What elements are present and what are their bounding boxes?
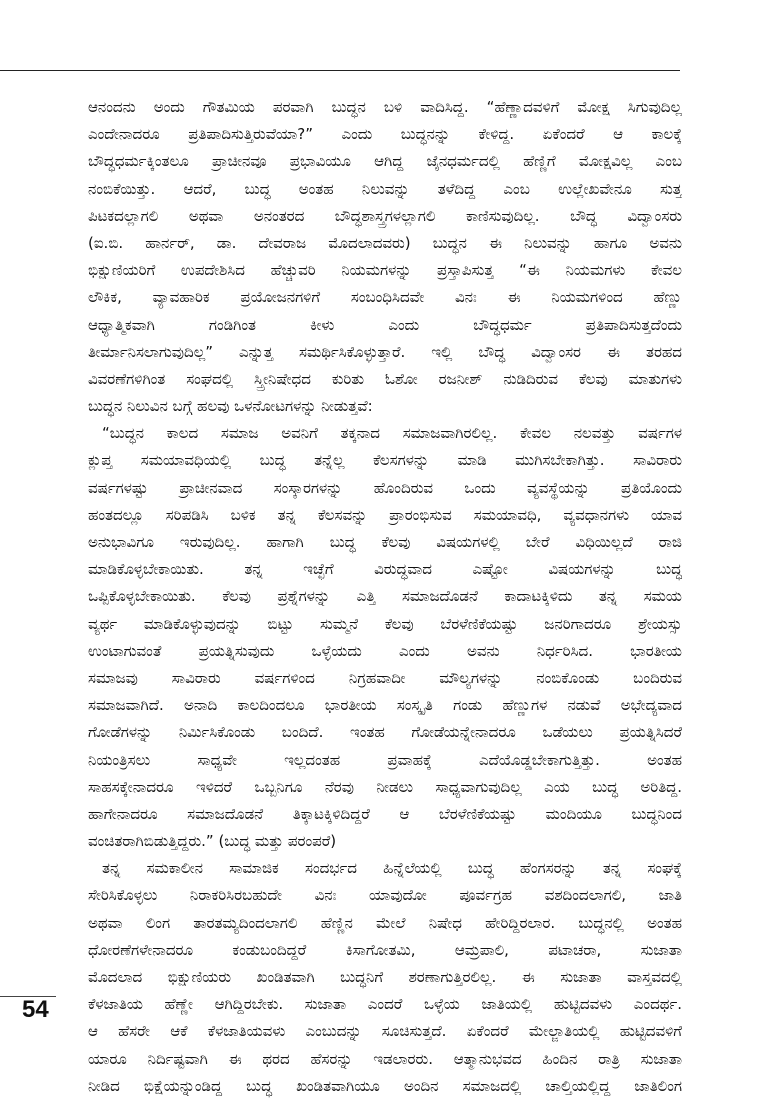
text-line: ತನ್ನ ಸಮಕಾಲೀನ ಸಾಮಾಜಿಕ ಸಂದರ್ಭದ ಹಿನ್ನೆಲೆಯಲ್ಲಿ ಬುದ್ಧ ಹೆಂಗಸರನ್ನು ತನ್ನ ಸಂಘಕ್ಕೆ (102, 859, 682, 878)
text-line: ವ್ಯರ್ಥ ಮಾಡಿಕೊಳ್ಳುವುದನ್ನು ಬಿಟ್ಟು ಸುಮ್ಮನೆ ಕೆಲವು ಬೆರಳೆಣಿಕೆಯಷ್ಟು ಜನರಿಗಾದರೂ ಶ್ರೇಯಸ್ಸು (88, 614, 682, 633)
text-line: ಮಾಡಿಕೊಳ್ಳಬೇಕಾಯಿತು. ತನ್ನ ಇಚ್ಛೆಗೆ ವಿರುದ್ಧವಾದ ಎಷ್ಟೋ ವಿಷಯಗಳನ್ನು ಬುದ್ಧ (88, 560, 682, 579)
text-line: ಭಿಕ್ಷುಣಿಯರಿಗೆ ಉಪದೇಶಿಸಿದ ಹೆಚ್ಚುವರಿ ನಿಯಮಗಳನ್ನು ಪ್ರಸ್ತಾಪಿಸುತ್ತ “ಈ ನಿಯಮಗಳು ಕೇವಲ (88, 261, 682, 280)
text-line: ಒಪ್ಪಿಕೊಳ್ಳಬೇಕಾಯಿತು. ಕೆಲವು ಪ್ರಶ್ನೆಗಳನ್ನು ಎತ್ತಿ ಸಮಾಜದೊಡನೆ ಕಾದಾಟಕ್ಕಿಳಿದು ತನ್ನ ಸಮಯ (88, 587, 682, 606)
text-line: ಸೇರಿಸಿಕೊಳ್ಳಲು ನಿರಾಕರಿಸಿರಬಹುದೇ ವಿನಃ ಯಾವುದೋ ಪೂರ್ವಗ್ರಹ ವಶದಿಂದಲಾಗಲಿ, ಜಾತಿ (88, 886, 682, 905)
text-line: ವಂಚಿತರಾಗಿಬಿಡುತ್ತಿದ್ದರು.” (ಬುದ್ಧ ಮತ್ತು ಪರಂಪರೆ) (88, 832, 337, 851)
text-line: ಗೋಡೆಗಳನ್ನು ನಿರ್ಮಿಸಿಕೊಂಡು ಬಂದಿದೆ. ಇಂತಹ ಗೋಡೆಯನ್ನೇನಾದರೂ ಒಡೆಯಲು ಪ್ರಯತ್ನಿಸಿದರೆ (88, 723, 682, 742)
text-line: ಮೊದಲಾದ ಭಿಕ್ಷುಣಿಯರು ಖಂಡಿತವಾಗಿ ಬುದ್ಧನಿಗೆ ಶರಣಾಗುತ್ತಿರಲಿಲ್ಲ. ಈ ಸುಜಾತಾ ವಾಸ್ತವದಲ್ಲಿ (88, 968, 682, 986)
text-line: ನಿಯಂತ್ರಿಸಲು ಸಾಧ್ಯವೇ ಇಲ್ಲದಂತಹ ಪ್ರವಾಹಕ್ಕೆ ಎದೆಯೊಡ್ಡಬೇಕಾಗುತ್ತಿತ್ತು. ಅಂತಹ (88, 750, 682, 769)
text-line: ಸಮಾಜವು ಸಾವಿರಾರು ವರ್ಷಗಳಿಂದ ನಿಗ್ರಹವಾದೀ ಮೌಲ್ಯಗಳನ್ನು ನಂಬಿಕೊಂಡು ಬಂದಿರುವ (88, 668, 682, 687)
text-line: ಅಥವಾ ಲಿಂಗ ತಾರತಮ್ಯದಿಂದಲಾಗಲಿ ಹೆಣ್ಣಿನ ಮೇಲೆ ನಿಷೇಧ ಹೇರಿದ್ದಿರಲಾರ. ಬುದ್ಧನಲ್ಲಿ ಅಂತಹ (88, 913, 682, 932)
text-line: “ಬುದ್ಧನ ಕಾಲದ ಸಮಾಜ ಅವನಿಗೆ ತಕ್ಕನಾದ ಸಮಾಜವಾಗಿರಲಿಲ್ಲ. ಕೇವಲ ನಲವತ್ತು ವರ್ಷಗಳ (102, 424, 682, 443)
page-number: 54 (22, 996, 49, 1023)
paragraph-1 (88, 94, 682, 420)
text-line: ಹಂತದಲ್ಲೂ ಸರಿಪಡಿಸಿ ಬಳಿಕ ತನ್ನ ಕೆಲಸವನ್ನು ಪ್ರಾರಂಭಿಸುವ ಸಮಯಾವಧಿ, ವ್ಯವಧಾನಗಳು ಯಾವ (88, 505, 682, 524)
text-line: ನಂಬಿಕೆಯಿತ್ತು. ಆದರೆ, ಬುದ್ಧ ಅಂತಹ ನಿಲುವನ್ನು ತಳೆದಿದ್ದ ಎಂಬ ಉಲ್ಲೇಖವೇನೂ ಸುತ್ತ (88, 179, 682, 198)
text-line: (ಐ.ಬಿ. ಹಾರ್ನರ್, ಡಾ. ದೇವರಾಜ ಮೊದಲಾದವರು) ಬುದ್ಧನ ಈ ನಿಲುವನ್ನು ಹಾಗೂ ಅವನು (88, 233, 682, 252)
text-line: ಧೋರಣೆಗಳೇನಾದರೂ ಕಂಡುಬಂದಿದ್ದರೆ ಕಿಸಾಗೋತಮಿ, ಆಮ್ರಪಾಲಿ, ಪಟಾಚರಾ, ಸುಜಾತಾ (88, 940, 682, 959)
text-line: ಹಾಗೇನಾದರೂ ಸಮಾಜದೊಡನೆ ತಿಕ್ಕಾಟಕ್ಕಿಳಿದಿದ್ದರೆ ಆ ಬೆರಳೆಣಿಕೆಯಷ್ಟು ಮಂದಿಯೂ ಬುದ್ಧನಿಂದ (88, 804, 682, 823)
text-line: ಎಂದೇನಾದರೂ ಪ್ರತಿಪಾದಿಸುತ್ತಿರುವೆಯಾ?” ಎಂದು ಬುದ್ಧನನ್ನು ಕೇಳಿದ್ದ. ಏಕೆಂದರೆ ಆ ಕಾಲಕ್ಕೆ (88, 125, 682, 144)
text-line: ತೀರ್ಮಾನಿಸಲಾಗುವುದಿಲ್ಲ” ಎನ್ನುತ್ತ ಸಮರ್ಥಿಸಿಕೊಳ್ಳುತ್ತಾರೆ. ಇಲ್ಲಿ ಬೌದ್ಧ ವಿದ್ವಾಂಸರ ಈ ತರಹದ (88, 342, 682, 361)
paragraph-2-quotation (88, 420, 682, 855)
text-line: ಉಂಟಾಗುವಂತೆ ಪ್ರಯತ್ನಿಸುವುದು ಒಳ್ಳೆಯದು ಎಂದು ಅವನು ನಿರ್ಧರಿಸಿದ. ಭಾರತೀಯ (88, 641, 682, 660)
text-line: ನೀಡಿದ ಭಿಕ್ಷೆಯನ್ನುಂಡಿದ್ದ ಬುದ್ಧ ಖಂಡಿತವಾಗಿಯೂ ಅಂದಿನ ಸಮಾಜದಲ್ಲಿ ಚಾಲ್ತಿಯಲ್ಲಿದ್ದ ಜಾತಿಲಿಂಗ (88, 1076, 682, 1095)
text-line: ಲೌಕಿಕ, ವ್ಯಾವಹಾರಿಕ ಪ್ರಯೋಜನಗಳಿಗೆ ಸಂಬಂಧಿಸಿದವೇ ವಿನಃ ಈ ನಿಯಮಗಳಿಂದ ಹೆಣ್ಣು (88, 288, 682, 307)
text-line: ಯಾರೂ ನಿರ್ದಿಷ್ಟವಾಗಿ ಈ ಥರದ ಹೆಸರನ್ನು ಇಡಲಾರರು. ಆತ್ಮಾನುಭವದ ಹಿಂದಿನ ರಾತ್ರಿ ಸುಜಾತಾ (88, 1049, 682, 1068)
text-line: ಬೌದ್ಧಧರ್ಮಕ್ಕಿಂತಲೂ ಪ್ರಾಚೀನವೂ ಪ್ರಭಾವಿಯೂ ಆಗಿದ್ದ ಜೈನಧರ್ಮದಲ್ಲಿ ಹೆಣ್ಣಿಗೆ ಮೋಕ್ಷವಿಲ್ಲ ಎಂಬ (88, 152, 682, 171)
text-line: ವರ್ಷಗಳಷ್ಟು ಪ್ರಾಚೀನವಾದ ಸಂಸ್ಕಾರಗಳನ್ನು ಹೊಂದಿರುವ ಒಂದು ವ್ಯವಸ್ಥೆಯನ್ನು ಪ್ರತಿಯೊಂದು (88, 478, 682, 497)
text-line: ಆ ಹೆಸರೇ ಆಕೆ ಕೆಳಜಾತಿಯವಳು ಎಂಬುದನ್ನು ಸೂಚಿಸುತ್ತದೆ. ಏಕೆಂದರೆ ಮೇಲ್ಜಾತಿಯಲ್ಲಿ ಹುಟ್ಟಿದವಳಿಗೆ (88, 1022, 682, 1041)
text-line: ಅನುಭಾವಿಗೂ ಇರುವುದಿಲ್ಲ. ಹಾಗಾಗಿ ಬುದ್ಧ ಕೆಲವು ವಿಷಯಗಳಲ್ಲಿ ಬೇರೆ ವಿಧಿಯಿಲ್ಲದೆ ರಾಜಿ (88, 533, 682, 551)
text-line: ಕೆಳಜಾತಿಯ ಹೆಣ್ಣೇ ಆಗಿದ್ದಿರಬೇಕು. ಸುಜಾತಾ ಎಂದರೆ ಒಳ್ಳೆಯ ಜಾತಿಯಲ್ಲಿ ಹುಟ್ಟಿದವಳು ಎಂದರ್ಥ. (88, 995, 682, 1014)
text-line: ವಿವರಣೆಗಳಿಗಿಂತ ಸಂಘದಲ್ಲಿ ಸ್ತ್ರೀನಿಷೇಧದ ಕುರಿತು ಓಶೋ ರಜನೀಶ್ ನುಡಿದಿರುವ ಕೆಲವು ಮಾತುಗಳು (88, 369, 682, 388)
header-rule (0, 70, 680, 71)
text-line: ಬುದ್ಧನ ನಿಲುವಿನ ಬಗ್ಗೆ ಹಲವು ಒಳನೋಟಗಳನ್ನು ನೀಡುತ್ತವೆ: (88, 397, 373, 416)
text-line: ಆನಂದನು ಅಂದು ಗೌತಮಿಯ ಪರವಾಗಿ ಬುದ್ಧನ ಬಳಿ ವಾದಿಸಿದ್ದ. “ಹೆಣ್ಣಾದವಳಿಗೆ ಮೋಕ್ಷ ಸಿಗುವುದಿಲ್ಲ (88, 98, 682, 116)
body-text (88, 94, 682, 1100)
paragraph-3 (88, 855, 682, 1100)
text-line: ಸಾಹಸಕ್ಕೇನಾದರೂ ಇಳಿದರೆ ಒಬ್ಬನಿಗೂ ನೆರವು ನೀಡಲು ಸಾಧ್ಯವಾಗುವುದಿಲ್ಲ ಎಯ ಬುದ್ಧ ಅರಿತಿದ್ದ. (88, 777, 682, 796)
text-line: ಸಮಾಜವಾಗಿದೆ. ಅನಾದಿ ಕಾಲದಿಂದಲೂ ಭಾರತೀಯ ಸಂಸ್ಕೃತಿ ಗಂಡು ಹೆಣ್ಣುಗಳ ನಡುವೆ ಅಭೇದ್ಯವಾದ (88, 696, 682, 715)
text-line: ಪಿಟಕದಲ್ಲಾಗಲಿ ಅಥವಾ ಅನಂತರದ ಬೌದ್ಧಶಾಸ್ತ್ರಗಳಲ್ಲಾಗಲಿ ಕಾಣಿಸುವುದಿಲ್ಲ. ಬೌದ್ಧ ವಿದ್ವಾಂಸರು (88, 206, 682, 225)
text-line: ಆಧ್ಯಾತ್ಮಿಕವಾಗಿ ಗಂಡಿಗಿಂತ ಕೀಳು ಎಂದು ಬೌದ್ಧಧರ್ಮ ಪ್ರತಿಪಾದಿಸುತ್ತದೆಂದು (88, 315, 682, 334)
text-line: ಕ್ಲುಪ್ತ ಸಮಯಾವಧಿಯಲ್ಲಿ ಬುದ್ಧ ತನ್ನೆಲ್ಲ ಕೆಲಸಗಳನ್ನು ಮಾಡಿ ಮುಗಿಸಬೇಕಾಗಿತ್ತು. ಸಾವಿರಾರು (88, 451, 682, 470)
